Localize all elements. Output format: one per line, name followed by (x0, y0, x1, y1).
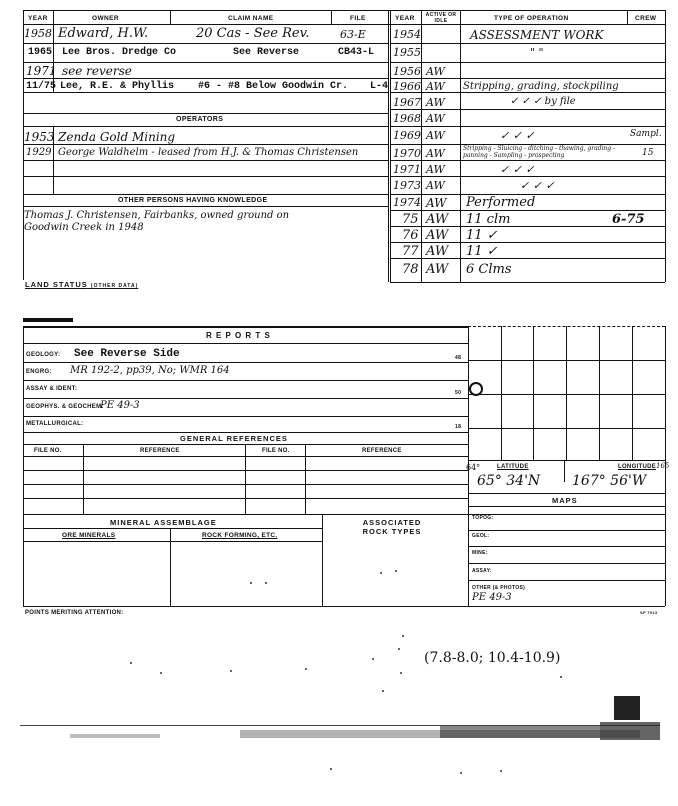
activity-status: AW (426, 212, 449, 227)
header-type-of-operation: TYPE OF OPERATION (494, 15, 569, 22)
activity-year: 77 (402, 244, 419, 259)
owner-file: 63-E (340, 28, 366, 41)
activity-status: AW (426, 80, 445, 93)
side-number: 18 (455, 424, 462, 430)
scan-bar (23, 318, 73, 322)
activity-operation: Stripping - Sluicing - ditching - thawing, grading - panning - Sampling - prospecting (463, 145, 616, 159)
other-persons-title: OTHER PERSONS HAVING KNOWLEDGE (118, 197, 268, 204)
activity-operation: 6 Clms (466, 262, 512, 277)
owner-claim: 20 Cas - See Rev. (196, 26, 310, 41)
activity-operation: 11 ✓ (466, 228, 498, 243)
mineral-assemblage-title: MINERAL ASSEMBLAGE (110, 518, 217, 527)
owner-file: CB43-L (338, 47, 375, 58)
maps-assay: ASSAY: (472, 568, 492, 574)
operator-year: 1929 (26, 147, 52, 158)
side-number: 48 (455, 355, 462, 361)
maps-title: MAPS (552, 496, 578, 505)
header-year-activity: YEAR (395, 15, 415, 22)
geology-value: See Reverse Side (74, 348, 180, 360)
reports-frame-left (23, 326, 24, 606)
header-year: YEAR (28, 15, 48, 22)
activity-year: 1966 (393, 80, 421, 93)
activity-operation: ✓ ✓ ✓ (520, 179, 555, 192)
metallurgical-label: METALLURGICAL: (26, 421, 84, 427)
activity-year: 1954 (393, 28, 421, 41)
ref-col-reference: REFERENCE (140, 448, 180, 454)
scan-blot (614, 696, 640, 720)
rock-forming-header: ROCK FORMING, ETC. (202, 532, 278, 539)
activity-crew: Sampl. (630, 129, 662, 139)
header-owner: OWNER (92, 15, 119, 22)
activity-operation: ASSESSMENT WORK (470, 28, 604, 42)
geophys-label: GEOPHYS. & GEOCHEM: (26, 404, 104, 410)
activity-operation: 11 clm (466, 212, 511, 227)
longitude-value: 167° 56'W (572, 473, 647, 489)
frame-right (665, 10, 666, 282)
other-persons-line: Thomas J. Christensen, Fairbanks, owned ground on (24, 210, 290, 221)
owner-name: see reverse (62, 64, 132, 78)
owner-year: 11/75 (26, 81, 57, 92)
general-references-title: GENERAL REFERENCES (180, 434, 288, 443)
activity-crew: 6-75 (612, 212, 645, 227)
operator-year: 1953 (24, 130, 55, 144)
geophys-value: PE 49-3 (100, 400, 140, 411)
activity-status: AW (426, 262, 449, 277)
operators-title: OPERATORS (176, 116, 224, 123)
activity-operation: " " (530, 46, 544, 59)
owner-claim: See Reverse (233, 47, 300, 58)
ore-minerals-header: ORE MINERALS (62, 532, 116, 539)
activity-year: 76 (402, 228, 419, 243)
activity-status: AW (426, 129, 445, 142)
header-active-idle: ACTIVE OR IDLE (425, 12, 457, 24)
activity-status: AW (426, 244, 449, 259)
maps-other-value: PE 49-3 (472, 592, 512, 603)
reports-title: R E P O R T S (206, 331, 271, 340)
maps-mine: MINE: (472, 550, 488, 556)
engrg-value: MR 192-2, pp39, No; WMR 164 (70, 365, 230, 376)
header-divider (23, 24, 665, 25)
activity-crew: 15 (642, 148, 654, 158)
reports-top-border (23, 326, 468, 328)
maps-geol: GEOL: (472, 533, 490, 539)
lat-prefix: 64° (466, 463, 481, 472)
activity-status: AW (426, 96, 445, 109)
owner-year: 1965 (28, 47, 53, 58)
activity-year: 75 (402, 212, 419, 227)
ref-col-file-no: FILE NO. (34, 448, 62, 454)
activity-operation: ✓ ✓ ✓ by file (510, 96, 576, 107)
activity-operation: ✓ ✓ ✓ (500, 163, 535, 176)
activity-operation: 11 ✓ (466, 244, 498, 259)
activity-year: 1968 (393, 112, 421, 125)
activity-status: AW (426, 65, 445, 78)
activity-operation: Performed (466, 195, 536, 210)
activity-year: 78 (402, 262, 419, 277)
map-circle-mark (469, 382, 483, 396)
owner-year: 1958 (24, 27, 52, 40)
owner-name: Lee, R.E. & Phyllis (60, 81, 175, 92)
middle-divider (388, 10, 389, 282)
side-number: 50 (455, 390, 462, 396)
assay-label: ASSAY & IDENT: (26, 386, 78, 392)
frame-left (23, 10, 24, 280)
associated-rock-types: ASSOCIATED ROCK TYPES (362, 518, 422, 536)
activity-year: 1973 (393, 179, 421, 192)
ref-col-file-no-2: FILE NO. (262, 448, 290, 454)
activity-year: 1974 (393, 196, 421, 209)
top-border (23, 10, 665, 11)
activity-status: AW (426, 163, 445, 176)
engrg-label: ENGRG: (26, 369, 52, 375)
activity-status: AW (426, 228, 449, 243)
activity-year: 1970 (393, 147, 421, 160)
activity-year: 1969 (393, 129, 421, 142)
header-crew: CREW (635, 15, 657, 22)
form-number: SP 7913 (640, 610, 658, 615)
activity-year: 1956 (393, 65, 421, 78)
latitude-label: LATITUDE (497, 464, 529, 470)
owner-name: Lee Bros. Dredge Co (62, 47, 177, 58)
latitude-value: 65° 34'N (477, 473, 541, 489)
activity-year: 1955 (393, 46, 421, 59)
activity-operation: ✓ ✓ ✓ (500, 129, 535, 142)
other-persons-line: Goodwin Creek in 1948 (24, 222, 144, 233)
activity-operation: Stripping, grading, stockpiling (463, 81, 619, 92)
land-status-title: LAND STATUS (OTHER DATA) (25, 280, 139, 289)
owner-claim: #6 - #8 Below Goodwin Cr. (198, 81, 349, 92)
lon-suffix: 165 (656, 462, 670, 470)
operator-name: George Waldhelm - leased from H.J. & Thomas Christensen (58, 147, 359, 158)
activity-status: AW (426, 147, 445, 160)
header-claim-name: CLAIM NAME (228, 15, 274, 22)
maps-other: OTHER (& PHOTOS) (472, 585, 526, 591)
activity-status: AW (426, 179, 445, 192)
owner-year: 1971 (26, 64, 57, 78)
header-file: FILE (350, 15, 366, 22)
activity-year: 1967 (393, 96, 421, 109)
operator-name: Zenda Gold Mining (58, 130, 176, 144)
geology-label: GEOLOGY: (26, 352, 61, 358)
owner-file: L-4 (370, 81, 389, 92)
activity-status: AW (426, 112, 445, 125)
longitude-label: LONGITUDE (618, 464, 657, 470)
ref-col-reference-2: REFERENCE (362, 448, 402, 454)
points-meriting-attention: POINTS MERITING ATTENTION: (25, 610, 124, 616)
reports-bottom-border (23, 606, 665, 607)
maps-topog: TOPOG: (472, 515, 494, 521)
activity-year: 1971 (393, 163, 421, 176)
note-value: (7.8-8.0; 10.4-10.9) (424, 650, 561, 666)
owner-name: Edward, H.W. (58, 26, 149, 41)
activity-status: AW (426, 196, 447, 210)
